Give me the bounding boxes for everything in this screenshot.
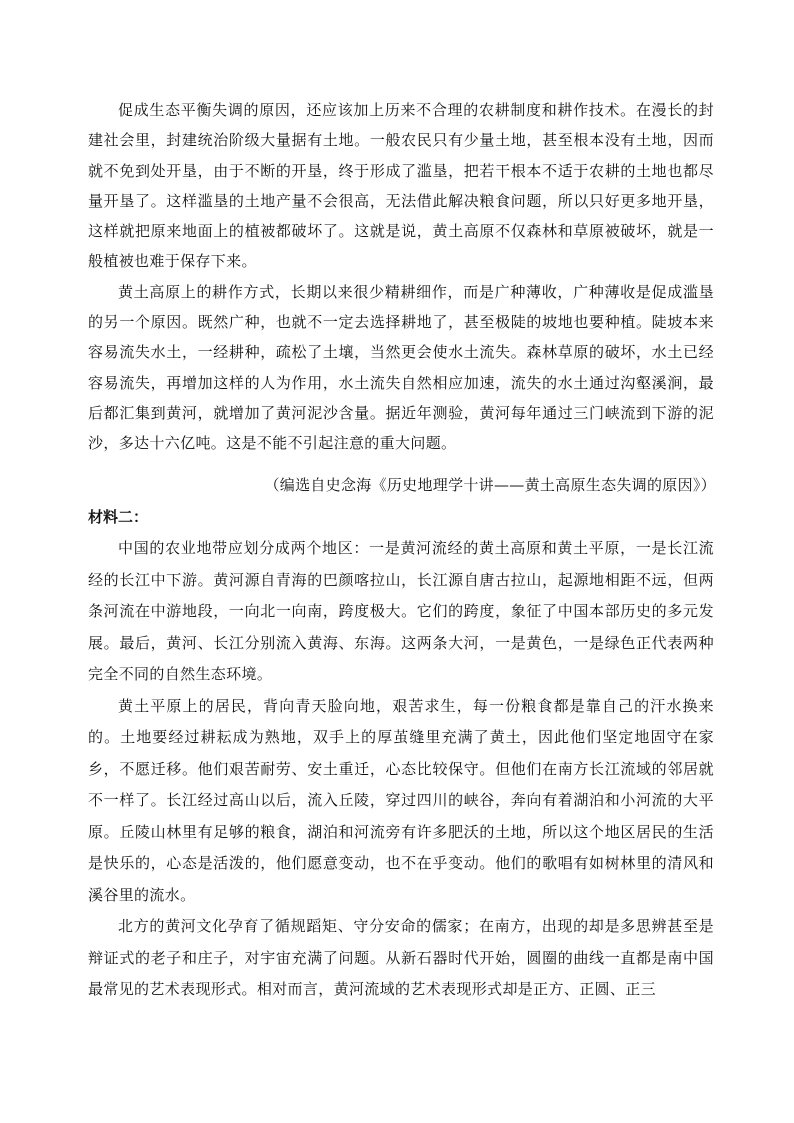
paragraph: 促成生态平衡失调的原因，还应该加上历来不合理的农耕制度和耕作技术。在漫长的封建社会里，封建统治阶级大量据有土地。一般农民只有少量土地，甚至根本没有土地，因而就不免到处开垦，由于不断的开垦，终于形成了滥垦，把若干根本不适于农耕的土地也都尽量开垦了。这样滥垦的土地产量不会很高，无法借此解决粮食问题，所以只好更多地开垦，这样就把原来地面上的植被都破坏了。这就是说，黄土高原不仅森林和草原被破坏，就是一般植被也难于保存下来。 xyxy=(88,101,714,271)
section-heading: 材料二： xyxy=(88,508,149,526)
material-one-body xyxy=(88,95,714,459)
source-citation: （编选自史念海《历史地理学十讲——黄土高原生态失调的原因》） xyxy=(264,476,716,494)
material-two-body xyxy=(88,533,714,1006)
paragraph: 黄土平原上的居民，背向青天脸向地，艰苦求生，每一份粮食都是靠自己的汗水换来的。土地要经过耕耘成为熟地，双手上的厚茧缝里充满了黄土，因此他们坚定地固守在家乡，不愿迁移。他们艰苦耐劳、安土重迁，心态比较保守。但他们在南方长江流域的邻居就不一样了。长江经过高山以后，流入丘陵，穿过四川的峡谷，奔向有着湖泊和小河流的大平原。丘陵山林里有足够的粮食，湖泊和河流旁有许多肥沃的土地，所以这个地区居民的生活是快乐的，心态是活泼的，他们愿意变动，也不在乎变动。他们的歌唱有如树林里的清风和溪谷里的流水。 xyxy=(88,696,714,904)
paragraph: 中国的农业地带应划分成两个地区：一是黄河流经的黄土高原和黄土平原，一是长江流经的长江中下游。黄河源自青海的巴颜喀拉山，长江源自唐古拉山，起源地相距不远，但两条河流在中游地段，一向北一向南，跨度极大。它们的跨度，象征了中国本部历史的多元发展。最后，黄河、长江分别流入黄海、东海。这两条大河，一是黄色，一是绿色正代表两种完全不同的自然生态环境。 xyxy=(88,539,714,683)
paragraph: 黄土高原上的耕作方式，长期以来很少精耕细作，而是广种薄收，广种薄收是促成滥垦的另一个原因。既然广种，也就不一定去选择耕地了，甚至极陡的坡地也要种植。陡坡本来容易流失水土，一经耕种，疏松了土壤，当然更会使水土流失。森林草原的破坏，水土已经容易流失，再增加这样的人为作用，水土流失自然相应加速，流失的水土通过沟壑溪涧，最后都汇集到黄河，就增加了黄河泥沙含量。据近年测验，黄河每年通过三门峡流到下游的泥沙，多达十六亿吨。这是不能不引起注意的重大问题。 xyxy=(88,282,714,453)
paragraph: 北方的黄河文化孕育了循规蹈矩、守分安命的儒家；在南方，出现的却是多思辨甚至是辩证式的老子和庄子，对宇宙充满了问题。从新石器时代开始，圆圈的曲线一直都是南中国最常见的艺术表现形式。相对而言，黄河流域的艺术表现形式却是正方、正圆、正三 xyxy=(88,917,714,998)
